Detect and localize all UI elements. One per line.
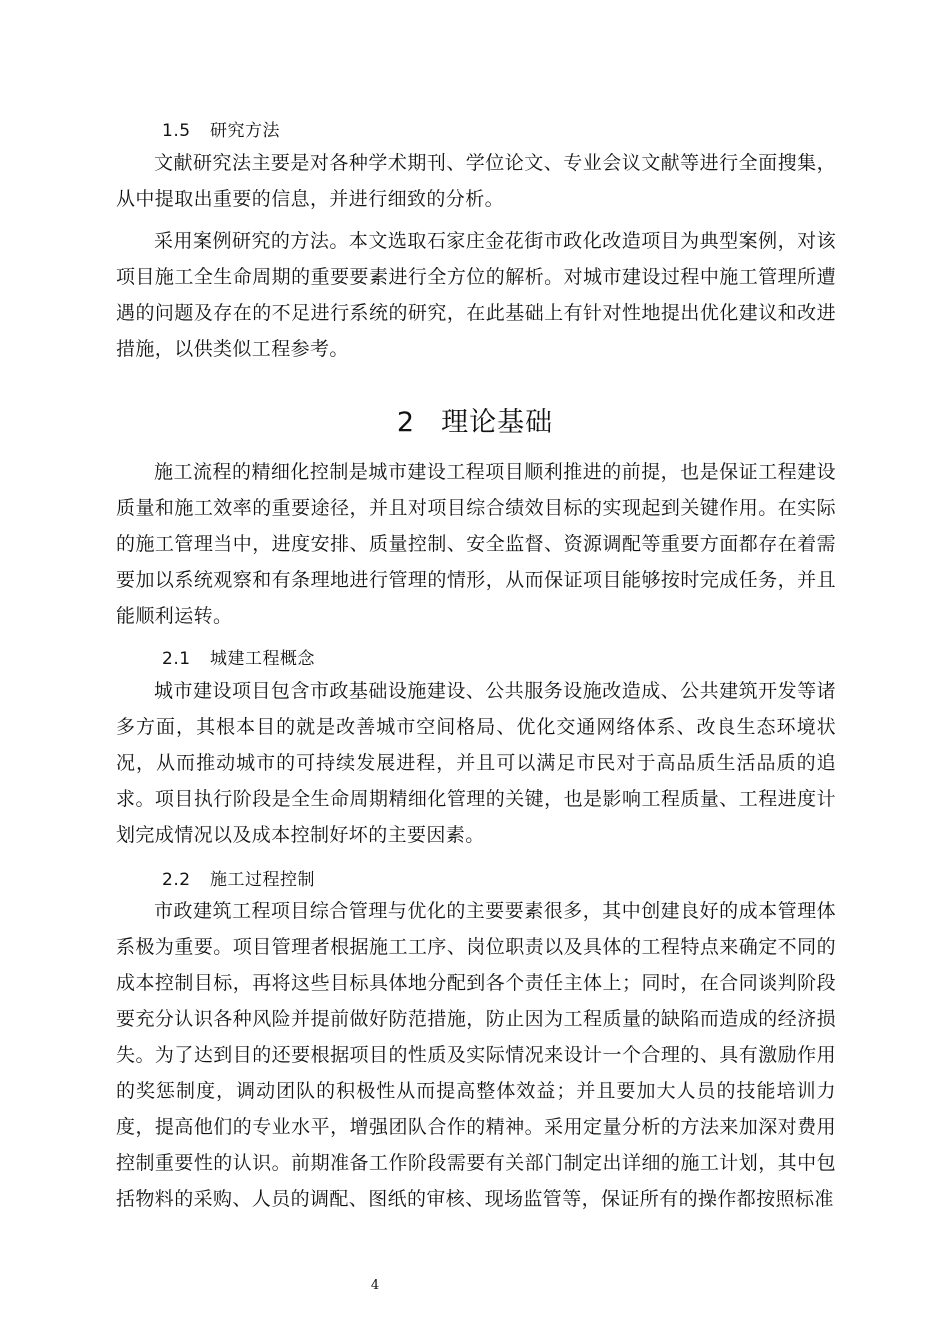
- paragraph-chapter-2-intro: 施工流程的精细化控制是城市建设工程项目顺利推进的前提，也是保证工程建设质量和施工效率的重要途径，并且对项目综合绩效目标的实现起到关键作用。在实际的施工管理当中，进度安排、质量控制、安全监督、资源调配等重要方面都存在着需要加以系统观察和有条理地进行管理的情形，从而保证项目能够按时完成任务，并且能顺利运转。: [116, 461, 836, 627]
- section-number: 2.2: [162, 870, 191, 890]
- chapter-2-title: [0, 405, 950, 441]
- section-2-2-heading: [162, 870, 315, 890]
- section-number: 2.1: [162, 649, 191, 669]
- section-title: 施工过程控制: [210, 870, 315, 890]
- paragraph-literature-method: 文献研究法主要是对各种学术期刊、学位论文、专业会议文献等进行全面搜集，从中提取出重要的信息，并进行细致的分析。: [116, 152, 836, 210]
- section-title: 城建工程概念: [210, 649, 315, 669]
- paragraph-urban-construction-concept: 城市建设项目包含市政基础设施建设、公共服务设施改造成、公共建筑开发等诸多方面，其根本目的就是改善城市空间格局、优化交通网络体系、改良生态环境状况，从而推动城市的可持续发展进程，并且可以满足市民对于高品质生活品质的追求。项目执行阶段是全生命周期精细化管理的关键，也是影响工程质量、工程进度计划完成情况以及成本控制好坏的主要因素。: [116, 680, 836, 846]
- section-number: 1.5: [162, 121, 191, 141]
- section-2-1-heading: [162, 649, 315, 669]
- paragraph-construction-process-control: 市政建筑工程项目综合管理与优化的主要要素很多，其中创建良好的成本管理体系极为重要。项目管理者根据施工工序、岗位职责以及具体的工程特点来确定不同的成本控制目标，再将这些目标具体地分配到各个责任主体上；同时，在合同谈判阶段要充分认识各种风险并提前做好防范措施，防止因为工程质量的缺陷而造成的经济损失。为了达到目的还要根据项目的性质及实际情况来设计一个合理的、具有激励作用的奖惩制度，调动团队的积极性从而提高整体效益；并且要加大人员的技能培训力度，提高他们的专业水平，增强团队合作的精神。采用定量分析的方法来加深对费用控制重要性的认识。前期准备工作阶段需要有关部门制定出详细的施工计划，其中包括物料的采购、人员的调配、图纸的审核、现场监管等，保证所有的操作都按照标准: [116, 900, 836, 1210]
- paragraph-case-study-method: 采用案例研究的方法。本文选取石家庄金花街市政化改造项目为典型案例，对该项目施工全生命周期的重要要素进行全方位的解析。对城市建设过程中施工管理所遭遇的问题及存在的不足进行系统的研究，在此基础上有针对性地提出优化建议和改进措施，以供类似工程参考。: [116, 230, 836, 360]
- page-number: 4: [370, 1278, 380, 1293]
- chapter-title-text: 理论基础: [441, 407, 554, 438]
- section-1-5-heading: [162, 121, 280, 141]
- chapter-number: 2: [396, 407, 416, 438]
- section-title: 研究方法: [210, 121, 280, 141]
